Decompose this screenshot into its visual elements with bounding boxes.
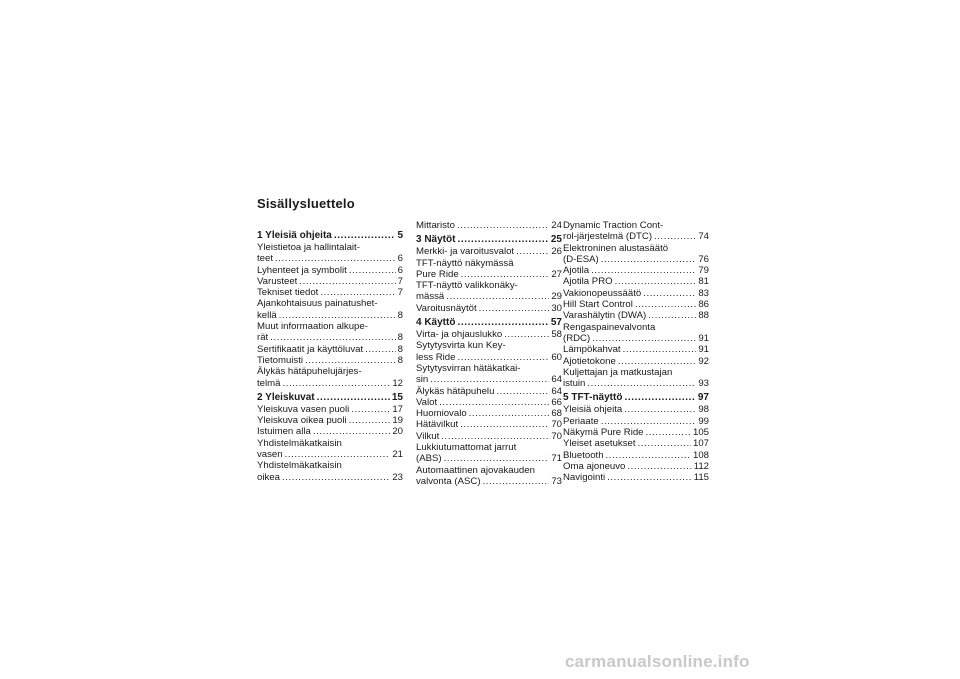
dot-leader bbox=[270, 332, 395, 343]
toc-page-number: 5 bbox=[397, 230, 403, 241]
toc-page-number: 30 bbox=[551, 302, 562, 314]
dot-leader bbox=[334, 230, 396, 242]
dot-leader bbox=[349, 265, 396, 276]
toc-page-number: 99 bbox=[698, 415, 709, 427]
toc-page-number: 17 bbox=[392, 403, 403, 415]
toc-page-number: 12 bbox=[392, 377, 403, 389]
toc-page-number: 91 bbox=[698, 332, 709, 344]
dot-leader bbox=[285, 449, 391, 460]
toc-page-number: 7 bbox=[397, 275, 403, 287]
toc-entry[interactable] bbox=[563, 220, 709, 243]
dot-leader bbox=[627, 461, 691, 472]
toc-entry[interactable] bbox=[257, 287, 403, 298]
toc-entry-text-line: TFT-näyttö näkymässä bbox=[416, 257, 514, 269]
toc-page-number: 64 bbox=[551, 374, 562, 386]
toc-entry-title: Hill Start Control bbox=[563, 299, 633, 311]
toc-entry[interactable] bbox=[416, 303, 562, 314]
toc-page-number: 70 bbox=[551, 419, 562, 431]
dot-leader bbox=[317, 392, 390, 404]
toc-entry-title: (RDC) bbox=[563, 332, 591, 344]
dot-leader bbox=[351, 404, 390, 415]
toc-entry[interactable] bbox=[416, 431, 562, 442]
toc-entry-text-line: Lukkiutumattomat jarrut bbox=[416, 442, 517, 454]
toc-page-number: 8 bbox=[397, 343, 403, 355]
toc-entry[interactable] bbox=[563, 427, 709, 438]
dot-leader bbox=[618, 356, 697, 367]
toc-entry-title: 1 Yleisiä ohjeita bbox=[257, 230, 332, 241]
toc-entry[interactable] bbox=[416, 465, 562, 488]
toc-entry-title: Varoitusnäytöt bbox=[416, 302, 477, 314]
toc-entry-title: Huomiovalo bbox=[416, 408, 467, 420]
toc-entry-title: mässä bbox=[416, 291, 445, 303]
dot-leader bbox=[623, 344, 697, 355]
toc-entry-title: Pure Ride bbox=[416, 268, 459, 280]
toc-entry-title: valvonta (ASC) bbox=[416, 475, 481, 487]
toc-page-number: 93 bbox=[698, 378, 709, 390]
toc-page-number: 68 bbox=[551, 408, 562, 420]
dot-leader bbox=[365, 344, 396, 355]
dot-leader bbox=[591, 265, 696, 276]
toc-entry-title: Vilkut bbox=[416, 430, 440, 442]
toc-entry[interactable] bbox=[563, 472, 709, 483]
dot-leader bbox=[516, 246, 549, 257]
toc-page-number: 97 bbox=[697, 392, 709, 404]
toc-entry-text-line: Sytytysvirta kun Key- bbox=[416, 340, 506, 352]
toc-entry-title: Yleiset asetukset bbox=[563, 438, 636, 450]
toc-page-number: 76 bbox=[698, 253, 709, 265]
dot-leader bbox=[646, 427, 691, 438]
dot-leader bbox=[441, 431, 549, 442]
toc-entry[interactable] bbox=[563, 461, 709, 472]
toc-entry[interactable] bbox=[257, 242, 403, 265]
toc-entry-text-line: Ajankohtaisuus painatushet- bbox=[257, 298, 378, 310]
toc-entry-title: sin bbox=[416, 374, 429, 386]
toc-page-number: 86 bbox=[698, 299, 709, 311]
dot-leader bbox=[320, 287, 395, 298]
dot-leader bbox=[638, 438, 691, 449]
toc-section-heading[interactable] bbox=[257, 392, 403, 404]
toc-entry-title: vasen bbox=[257, 449, 283, 461]
toc-entry-text-line: Yhdistelmäkatkaisin bbox=[257, 460, 342, 472]
toc-entry[interactable] bbox=[563, 243, 709, 266]
toc-entry-title: Lyhenteet ja symbolit bbox=[257, 264, 347, 276]
toc-page-number: 79 bbox=[698, 265, 709, 277]
toc-entry-text-line: TFT-näyttö valikkonäky- bbox=[416, 280, 518, 292]
dot-leader bbox=[349, 415, 391, 426]
toc-entry-title: Tekniset tiedot bbox=[257, 287, 319, 299]
toc-entry-title: istuin bbox=[563, 378, 586, 390]
toc-section-heading[interactable] bbox=[257, 230, 403, 242]
toc-entry-text-line: Automaattinen ajovakauden bbox=[416, 464, 535, 476]
toc-column-1 bbox=[257, 230, 403, 483]
toc-entry-title: Älykäs hätäpuhelu bbox=[416, 385, 495, 397]
toc-entry-title: 4 Käyttö bbox=[416, 317, 456, 329]
toc-entry[interactable] bbox=[416, 329, 562, 340]
toc-entry[interactable] bbox=[257, 404, 403, 415]
dot-leader bbox=[654, 231, 696, 242]
toc-entry-text-line: Elektroninen alustasäätö bbox=[563, 242, 669, 254]
toc-entry-title: kellä bbox=[257, 309, 277, 321]
toc-page-number: 107 bbox=[692, 438, 709, 450]
toc-entry-title: teet bbox=[257, 253, 274, 265]
toc-entry-title: Oma ajoneuvo bbox=[563, 460, 626, 472]
toc-entry-title: Merkki- ja varoitusvalot bbox=[416, 246, 515, 258]
toc-section-heading[interactable] bbox=[563, 392, 709, 404]
dot-leader bbox=[483, 476, 550, 487]
toc-column-3 bbox=[563, 220, 709, 484]
toc-entry-title: Hätävilkut bbox=[416, 419, 459, 431]
toc-entry-title: Ajotietokone bbox=[563, 355, 616, 367]
dot-leader bbox=[624, 404, 696, 415]
toc-entry-title: Yleisiä ohjeita bbox=[563, 404, 623, 416]
toc-page-number: 74 bbox=[698, 231, 709, 243]
dot-leader bbox=[457, 234, 548, 246]
toc-entry[interactable] bbox=[257, 344, 403, 355]
page-title: Sisällysluettelo bbox=[257, 196, 355, 211]
toc-page-number: 66 bbox=[551, 396, 562, 408]
toc-entry[interactable] bbox=[563, 322, 709, 345]
toc-page-number: 91 bbox=[698, 344, 709, 356]
toc-page-number: 25 bbox=[550, 234, 562, 246]
toc-entry[interactable] bbox=[416, 397, 562, 408]
toc-entry-title: Mittaristo bbox=[416, 220, 455, 231]
toc-entry-title: Ajotila PRO bbox=[563, 276, 613, 288]
dot-leader bbox=[635, 299, 696, 310]
toc-entry-title: Valot bbox=[416, 396, 438, 408]
dot-leader bbox=[479, 303, 550, 314]
toc-entry-title: rol-järjestelmä (DTC) bbox=[563, 231, 653, 243]
toc-page-number: 60 bbox=[551, 351, 562, 363]
toc-entry-title: Yleiskuva oikea puoli bbox=[257, 415, 347, 427]
dot-leader bbox=[496, 386, 549, 397]
toc-entry[interactable] bbox=[257, 426, 403, 437]
toc-entry[interactable] bbox=[563, 438, 709, 449]
toc-entry[interactable] bbox=[563, 299, 709, 310]
toc-section-heading[interactable] bbox=[416, 317, 562, 329]
toc-page-number: 112 bbox=[693, 460, 709, 472]
dot-leader bbox=[430, 374, 549, 385]
toc-entry-title: (D-ESA) bbox=[563, 253, 599, 265]
toc-page-number: 21 bbox=[392, 449, 403, 461]
toc-entry-title: Virta- ja ohjauslukko bbox=[416, 329, 503, 341]
toc-page-number: 8 bbox=[397, 354, 403, 366]
toc-entry[interactable] bbox=[563, 265, 709, 276]
toc-entry-text-line: Yhdistelmäkatkaisin bbox=[257, 437, 342, 449]
toc-entry-text-line: Kuljettajan ja matkustajan bbox=[563, 366, 673, 378]
toc-entry-text-line: Dynamic Traction Cont- bbox=[563, 220, 664, 231]
toc-page-number: 15 bbox=[391, 391, 403, 403]
toc-entry-title: 5 TFT-näyttö bbox=[563, 392, 623, 404]
toc-page-number: 8 bbox=[397, 309, 403, 321]
dot-leader bbox=[601, 254, 697, 265]
toc-entry[interactable] bbox=[257, 415, 403, 426]
dot-leader bbox=[624, 392, 695, 404]
dot-leader bbox=[457, 317, 548, 329]
toc-entry[interactable] bbox=[257, 366, 403, 389]
toc-entry[interactable] bbox=[416, 220, 562, 231]
toc-page-number: 70 bbox=[551, 430, 562, 442]
toc-page-number: 73 bbox=[551, 475, 562, 487]
toc-entry-title: Varashälytin (DWA) bbox=[563, 310, 647, 322]
toc-entry-title: Yleiskuva vasen puoli bbox=[257, 403, 350, 415]
toc-entry[interactable] bbox=[416, 442, 562, 465]
dot-leader bbox=[460, 419, 549, 430]
toc-page-number: 64 bbox=[551, 385, 562, 397]
toc-page-number: 6 bbox=[397, 253, 403, 265]
toc-entry[interactable] bbox=[416, 408, 562, 419]
toc-page-number: 71 bbox=[551, 453, 562, 465]
toc-page-number: 115 bbox=[693, 472, 709, 484]
toc-entry[interactable] bbox=[416, 386, 562, 397]
toc-entry-title: telmä bbox=[257, 377, 281, 389]
dot-leader bbox=[469, 408, 550, 419]
toc-entry[interactable] bbox=[563, 450, 709, 461]
toc-entry-title: (ABS) bbox=[416, 453, 442, 465]
toc-entry-title: Ajotila bbox=[563, 265, 590, 277]
toc-entry-title: 3 Näytöt bbox=[416, 234, 456, 246]
toc-entry[interactable] bbox=[416, 258, 562, 281]
toc-entry-title: Lämpökahvat bbox=[563, 344, 621, 356]
toc-entry-title: Näkymä Pure Ride bbox=[563, 427, 644, 439]
toc-entry[interactable] bbox=[416, 280, 562, 303]
dot-leader bbox=[606, 450, 691, 461]
toc-entry[interactable] bbox=[563, 404, 709, 415]
toc-entry-title: 2 Yleiskuvat bbox=[257, 391, 315, 403]
toc-entry[interactable] bbox=[257, 321, 403, 344]
dot-leader bbox=[607, 472, 692, 483]
toc-entry[interactable] bbox=[416, 340, 562, 363]
toc-entry[interactable] bbox=[416, 363, 562, 386]
dot-leader bbox=[305, 355, 396, 366]
toc-entry[interactable] bbox=[563, 310, 709, 321]
dot-leader bbox=[439, 397, 549, 408]
toc-section-heading[interactable] bbox=[416, 234, 562, 246]
toc-entry[interactable] bbox=[257, 276, 403, 287]
toc-entry[interactable] bbox=[257, 265, 403, 276]
toc-entry[interactable] bbox=[257, 438, 403, 461]
toc-page-number: 98 bbox=[698, 404, 709, 416]
toc-entry-title: Navigointi bbox=[563, 472, 606, 484]
toc-page-number: 57 bbox=[550, 317, 562, 329]
dot-leader bbox=[615, 276, 697, 287]
dot-leader bbox=[592, 333, 696, 344]
dot-leader bbox=[457, 352, 549, 363]
toc-entry-title: Vakionopeussäätö bbox=[563, 287, 642, 299]
toc-page-number: 19 bbox=[392, 415, 403, 427]
toc-page-number: 20 bbox=[392, 426, 403, 438]
toc-entry[interactable] bbox=[563, 276, 709, 287]
toc-page-number: 58 bbox=[551, 329, 562, 341]
toc-entry-title: Tietomuisti bbox=[257, 354, 304, 366]
toc-page-number: 29 bbox=[551, 291, 562, 303]
toc-entry[interactable] bbox=[563, 416, 709, 427]
dot-leader bbox=[313, 426, 390, 437]
dot-leader bbox=[504, 329, 549, 340]
dot-leader bbox=[282, 472, 390, 483]
toc-entry-text-line: Muut informaation alkupe- bbox=[257, 321, 368, 333]
toc-entry[interactable] bbox=[416, 419, 562, 430]
toc-entry-title: Bluetooth bbox=[563, 449, 604, 461]
toc-entry-text-line: Rengaspainevalvonta bbox=[563, 321, 656, 333]
toc-page-number: 83 bbox=[698, 287, 709, 299]
toc-entry-text-line: Älykäs hätäpuhelujärjes- bbox=[257, 366, 362, 378]
dot-leader bbox=[587, 378, 696, 389]
toc-entry-title: less Ride bbox=[416, 351, 456, 363]
dot-leader bbox=[601, 416, 697, 427]
toc-entry-title: Varusteet bbox=[257, 275, 298, 287]
toc-page-number: 6 bbox=[397, 264, 403, 276]
toc-column-2 bbox=[416, 220, 562, 487]
toc-entry-title: oikea bbox=[257, 471, 280, 483]
dot-leader bbox=[444, 453, 550, 464]
toc-entry[interactable] bbox=[257, 355, 403, 366]
toc-page-number: 27 bbox=[551, 268, 562, 280]
dot-leader bbox=[299, 276, 395, 287]
dot-leader bbox=[279, 310, 396, 321]
toc-entry[interactable] bbox=[563, 344, 709, 355]
dot-leader bbox=[461, 269, 550, 280]
toc-entry[interactable] bbox=[257, 298, 403, 321]
toc-page-number: 7 bbox=[397, 287, 403, 299]
toc-page-number: 81 bbox=[698, 276, 709, 288]
watermark-text: carmanualsonline.info bbox=[565, 652, 750, 671]
toc-page-number: 105 bbox=[692, 427, 709, 439]
toc-entry[interactable] bbox=[563, 356, 709, 367]
toc-page-number: 8 bbox=[397, 332, 403, 344]
toc-page-number: 108 bbox=[692, 449, 709, 461]
dot-leader bbox=[457, 220, 549, 231]
dot-leader bbox=[648, 310, 696, 321]
toc-entry[interactable] bbox=[563, 288, 709, 299]
dot-leader bbox=[643, 288, 696, 299]
toc-page-number: 88 bbox=[698, 310, 709, 322]
dot-leader bbox=[446, 291, 549, 302]
toc-entry-title: Istuimen alla bbox=[257, 426, 311, 438]
toc-entry-title: Periaate bbox=[563, 415, 599, 427]
toc-entry-title: rät bbox=[257, 332, 269, 344]
toc-entry[interactable] bbox=[257, 460, 403, 483]
toc-page-number: 26 bbox=[551, 246, 562, 258]
toc-page-number: 92 bbox=[698, 355, 709, 367]
dot-leader bbox=[275, 253, 396, 264]
toc-entry-text-line: Sytytysvirran hätäkatkai- bbox=[416, 362, 521, 374]
toc-page-number: 24 bbox=[551, 220, 562, 231]
toc-page-number: 23 bbox=[392, 471, 403, 483]
toc-entry[interactable] bbox=[563, 367, 709, 390]
toc-entry[interactable] bbox=[416, 246, 562, 257]
toc-entry-text-line: Yleistietoa ja hallintalait- bbox=[257, 242, 360, 253]
toc-entry-title: Sertifikaatit ja käyttöluvat bbox=[257, 343, 364, 355]
dot-leader bbox=[282, 378, 390, 389]
